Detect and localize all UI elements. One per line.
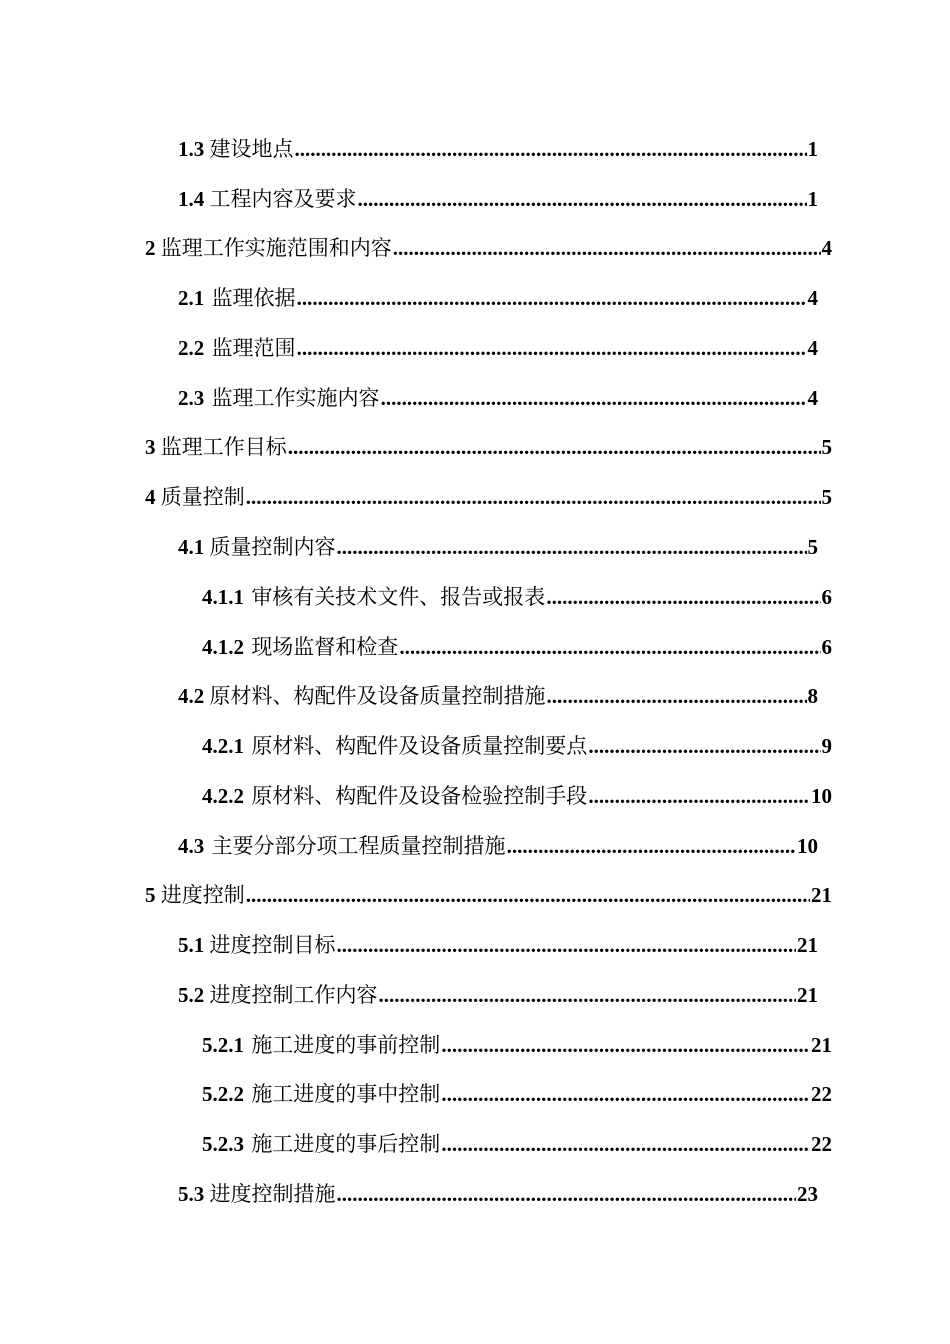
toc-dot-leader [358,184,807,214]
toc-entry-number: 4.2.2 [202,784,244,808]
toc-entry-number: 4 [145,485,161,509]
toc-page-number: 23 [797,1182,818,1206]
toc-dot-leader [393,233,821,263]
toc-entry-label [145,432,287,462]
toc-dot-leader [381,383,807,413]
toc-page-number: 1 [807,187,818,211]
toc-entry-4[interactable] [145,482,832,512]
toc-dot-leader [379,980,797,1010]
toc-page-number: 10 [811,784,832,808]
toc-entry-label [178,831,506,861]
toc-entry-label [202,1129,440,1159]
toc-entry-number: 5.2.3 [202,1132,244,1156]
toc-entry-number: 5 [145,883,161,907]
toc-entry-label [178,333,296,363]
toc-entry-number: 4.3 [178,834,205,858]
toc-page-number: 21 [797,933,818,957]
toc-entry-title: 监理工作实施范围和内容 [160,236,392,260]
toc-page-number: 22 [811,1082,832,1106]
toc-entry-number: 5.2.2 [202,1082,244,1106]
toc-page-number: 21 [797,983,818,1007]
toc-entry-title: 主要分部分项工程质量控制措施 [211,834,506,858]
toc-entry-number: 5.1 [178,933,210,957]
toc-entry-title: 原材料、构配件及设备质量控制措施 [209,684,546,708]
toc-dot-leader [441,1079,810,1109]
toc-page-number: 21 [811,883,832,907]
toc-page-number: 4 [821,236,832,260]
toc-entry-2[interactable] [145,233,832,263]
toc-entry-5-2-2[interactable] [202,1079,832,1109]
toc-entry-5-2-3[interactable] [202,1129,832,1159]
toc-page-number: 21 [811,1033,832,1057]
toc-entry-2-2[interactable] [178,333,818,363]
toc-entry-number: 5.3 [178,1182,210,1206]
toc-entry-number: 1.3 [178,137,210,161]
toc-entry-2-1[interactable] [178,283,818,313]
toc-page-number: 6 [821,585,832,609]
toc-entry-number: 4.1 [178,535,210,559]
toc-entry-4-1[interactable] [178,532,818,562]
toc-entry-number: 2.1 [178,286,205,310]
toc-entry-title: 建设地点 [209,137,294,161]
toc-entry-label [202,731,587,761]
toc-entry-label [145,233,392,263]
toc-entry-label [202,582,545,612]
toc-entry-title: 审核有关技术文件、报告或报表 [251,585,546,609]
toc-dot-leader [337,930,797,960]
toc-entry-4-2[interactable] [178,681,818,711]
toc-entry-4-2-2[interactable] [202,781,832,811]
toc-entry-label [202,781,587,811]
toc-entry-4-2-1[interactable] [202,731,832,761]
toc-dot-leader [297,333,807,363]
toc-dot-leader [297,283,807,313]
toc-entry-label [202,1030,440,1060]
toc-entry-label [178,930,336,960]
toc-dot-leader [441,1129,810,1159]
toc-page-number: 5 [821,485,832,509]
toc-entry-label [178,681,546,711]
toc-entry-title: 监理工作目标 [160,435,287,459]
toc-page-number: 4 [807,336,818,360]
toc-entry-1-3[interactable] [178,134,818,164]
toc-entry-number: 4.2 [178,684,210,708]
toc-entry-title: 现场监督和检查 [251,635,399,659]
toc-entry-title: 施工进度的事后控制 [251,1132,441,1156]
toc-page-number: 10 [797,834,818,858]
toc-entry-label [178,383,380,413]
toc-entry-number: 5.2.1 [202,1033,244,1057]
toc-entry-label [202,1079,440,1109]
toc-entry-label [178,1179,336,1209]
toc-entry-3[interactable] [145,432,832,462]
toc-entry-number: 2.3 [178,386,205,410]
toc-entry-number: 5.2 [178,983,210,1007]
toc-entry-number: 4.1.2 [202,635,244,659]
toc-entry-title: 进度控制措施 [209,1182,336,1206]
toc-dot-leader [588,781,810,811]
toc-entry-title: 监理依据 [211,286,296,310]
toc-dot-leader [507,831,796,861]
toc-dot-leader [441,1030,810,1060]
toc-entry-number: 1.4 [178,187,210,211]
toc-page-number: 5 [821,435,832,459]
toc-entry-number: 3 [145,435,161,459]
toc-page-number: 5 [807,535,818,559]
toc-dot-leader [337,532,807,562]
toc-entry-1-4[interactable] [178,184,818,214]
toc-entry-label [178,184,357,214]
toc-entry-number: 4.2.1 [202,734,244,758]
toc-entry-4-1-1[interactable] [202,582,832,612]
toc-page-number: 1 [807,137,818,161]
toc-dot-leader [295,134,807,164]
toc-entry-title: 原材料、构配件及设备质量控制要点 [251,734,588,758]
toc-entry-number: 4.1.1 [202,585,244,609]
toc-entry-label [145,880,245,910]
toc-dot-leader [399,632,820,662]
toc-entry-label [178,980,378,1010]
toc-entry-title: 施工进度的事中控制 [251,1082,441,1106]
toc-entry-title: 原材料、构配件及设备检验控制手段 [251,784,588,808]
toc-entry-5-3[interactable] [178,1179,818,1209]
toc-entry-title: 质量控制内容 [209,535,336,559]
toc-entry-title: 施工进度的事前控制 [251,1033,441,1057]
toc-entry-title: 工程内容及要求 [209,187,357,211]
toc-dot-leader [547,681,807,711]
toc-entry-title: 进度控制目标 [209,933,336,957]
toc-page-number: 9 [821,734,832,758]
toc-entry-4-1-2[interactable] [202,632,832,662]
toc-page-number: 4 [807,386,818,410]
toc-page-number: 22 [811,1132,832,1156]
toc-entry-label [145,482,245,512]
toc-entry-label [178,134,294,164]
toc-entry-title: 进度控制 [160,883,245,907]
toc-entry-number: 2.2 [178,336,205,360]
toc-dot-leader [337,1179,797,1209]
toc-dot-leader [588,731,820,761]
toc-entry-5-2-1[interactable] [202,1030,832,1060]
toc-entry-5-1[interactable] [178,930,818,960]
toc-dot-leader [546,582,820,612]
toc-entry-2-3[interactable] [178,383,818,413]
toc-entry-title: 进度控制工作内容 [209,983,378,1007]
toc-entry-label [178,283,296,313]
toc-entry-title: 监理范围 [211,336,296,360]
toc-entry-title: 质量控制 [160,485,245,509]
toc-page-number: 4 [807,286,818,310]
toc-entry-4-3[interactable] [178,831,818,861]
toc-dot-leader [288,432,821,462]
toc-entry-label [202,632,398,662]
toc-dot-leader [246,482,821,512]
toc-dot-leader [246,880,810,910]
toc-page-number: 8 [807,684,818,708]
toc-entry-title: 监理工作实施内容 [211,386,380,410]
toc-entry-number: 2 [145,236,161,260]
toc-page-number: 6 [821,635,832,659]
toc-entry-5-2[interactable] [178,980,818,1010]
toc-entry-5[interactable] [145,880,832,910]
toc-entry-label [178,532,336,562]
